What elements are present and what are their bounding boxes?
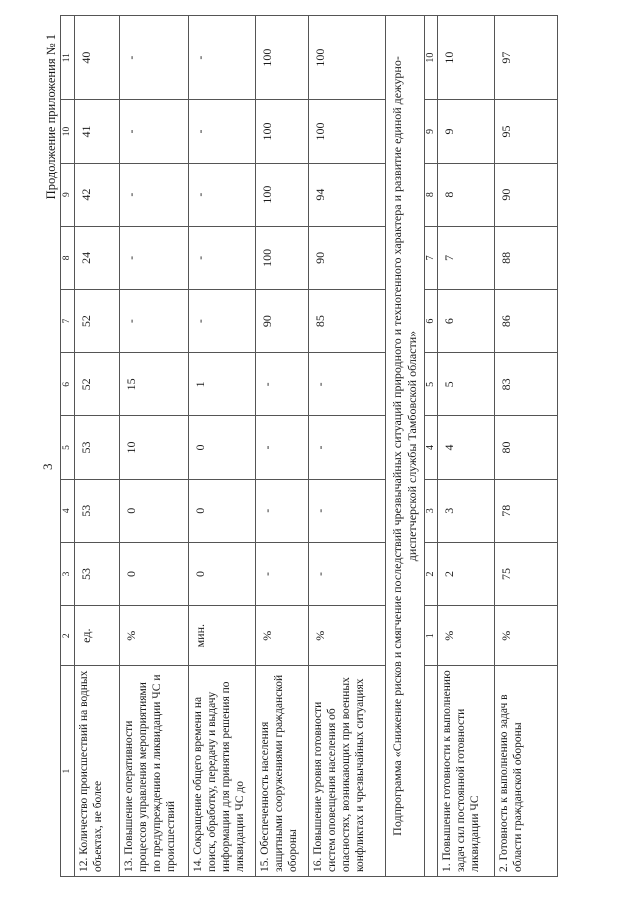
indicator-row (75, 16, 120, 877)
value-cell: 4 (438, 416, 495, 479)
value-cell: 52 (75, 353, 120, 416)
value-cell: 86 (495, 289, 558, 352)
value-cell: 10 (120, 416, 189, 479)
numbering-cell: 3 (425, 479, 438, 542)
value-cell: 0 (120, 542, 189, 605)
indicator-name: 13. Повышение оперативности процессов управления мероприятиями по предупреждению и ликвидации ЧС и происшествий (120, 666, 189, 877)
value-cell: - (256, 479, 309, 542)
indicator-name: 2. Готовность к выполнению задач в области гражданской обороны (495, 666, 558, 877)
value-cell: - (256, 542, 309, 605)
value-cell: - (120, 289, 189, 352)
indicator-row (256, 16, 309, 877)
value-cell: - (309, 542, 386, 605)
value-cell: 3 (438, 479, 495, 542)
value-cell: 41 (75, 100, 120, 163)
value-cell: 0 (189, 479, 256, 542)
value-cell: 90 (309, 226, 386, 289)
value-cell: 53 (75, 542, 120, 605)
column-number: 4 (61, 479, 75, 542)
subprogram-title: Подпрограмма «Снижение рисков и смягчение последствий чрезвычайных ситуаций природного и техногенного характера и развитие единой дежурно-диспетчерской службы Тамбовской области» (386, 16, 425, 877)
value-cell: - (309, 353, 386, 416)
value-cell: 100 (256, 100, 309, 163)
numbering-row (425, 16, 438, 877)
value-cell: 100 (256, 226, 309, 289)
value-cell: 78 (495, 479, 558, 542)
column-number: 10 (61, 100, 75, 163)
indicator-row (438, 16, 495, 877)
value-cell: 52 (75, 289, 120, 352)
value-cell: - (189, 226, 256, 289)
value-cell: 53 (75, 416, 120, 479)
value-cell: 0 (189, 542, 256, 605)
value-cell: 5 (438, 353, 495, 416)
column-number: 1 (61, 666, 75, 877)
unit-cell: % (256, 606, 309, 666)
value-cell: 85 (309, 289, 386, 352)
unit-cell: % (438, 606, 495, 666)
value-cell: 7 (438, 226, 495, 289)
value-cell: - (189, 100, 256, 163)
header-row (61, 16, 75, 877)
numbering-cell: 4 (425, 416, 438, 479)
continuation-label: Продолжение приложения № 1 (44, 34, 58, 200)
value-cell: 95 (495, 100, 558, 163)
value-cell: 2 (438, 542, 495, 605)
value-cell: 100 (256, 16, 309, 100)
numbering-cell: 2 (425, 542, 438, 605)
column-number: 8 (61, 226, 75, 289)
value-cell: - (120, 226, 189, 289)
value-cell: 100 (309, 16, 386, 100)
value-cell: 100 (309, 100, 386, 163)
column-number: 3 (61, 542, 75, 605)
value-cell: 53 (75, 479, 120, 542)
value-cell: - (309, 479, 386, 542)
value-cell: 6 (438, 289, 495, 352)
column-number: 6 (61, 353, 75, 416)
value-cell: 88 (495, 226, 558, 289)
value-cell: 8 (438, 163, 495, 226)
numbering-blank (425, 666, 438, 877)
value-cell: - (120, 100, 189, 163)
value-cell: - (189, 289, 256, 352)
indicator-row (309, 16, 386, 877)
unit-cell: ед. (75, 606, 120, 666)
value-cell: 100 (256, 163, 309, 226)
numbering-cell: 10 (425, 16, 438, 100)
page-number: 3 (40, 463, 55, 470)
indicator-name: 15. Обеспеченность населения защитными сооружениями гражданской обороны (256, 666, 309, 877)
numbering-cell: 7 (425, 226, 438, 289)
value-cell: 94 (309, 163, 386, 226)
value-cell: 24 (75, 226, 120, 289)
subprogram-row (386, 16, 425, 877)
numbering-cell: 9 (425, 100, 438, 163)
indicator-name: 14. Сокращение общего времени на поиск, обработку, передачу и выдачу информации для принятия решения по ликвидации ЧС до (189, 666, 256, 877)
value-cell: - (120, 16, 189, 100)
indicator-row (495, 16, 558, 877)
indicators-table (60, 15, 558, 877)
column-number: 7 (61, 289, 75, 352)
value-cell: 83 (495, 353, 558, 416)
indicator-name: 1. Повышение готовности к выполнению задач сил постоянной готовности ликвидации ЧС (438, 666, 495, 877)
numbering-cell: 6 (425, 289, 438, 352)
indicator-row (120, 16, 189, 877)
column-number: 11 (61, 16, 75, 100)
unit-cell: % (495, 606, 558, 666)
value-cell: 10 (438, 16, 495, 100)
numbering-cell: 1 (425, 606, 438, 666)
value-cell: 1 (189, 353, 256, 416)
value-cell: - (189, 16, 256, 100)
value-cell: 9 (438, 100, 495, 163)
indicator-name: 16. Повышение уровня готовности систем оповещения населения об опасностях, возникающих при военных конфликтах и чрезвычайных ситуациях (309, 666, 386, 877)
value-cell: - (256, 416, 309, 479)
column-number: 5 (61, 416, 75, 479)
column-number: 2 (61, 606, 75, 666)
indicator-row (189, 16, 256, 877)
value-cell: 97 (495, 16, 558, 100)
indicator-name: 12. Количество происшествий на водных объектах, не более (75, 666, 120, 877)
value-cell: - (256, 353, 309, 416)
column-number: 9 (61, 163, 75, 226)
unit-cell: % (309, 606, 386, 666)
value-cell: 42 (75, 163, 120, 226)
value-cell: 80 (495, 416, 558, 479)
value-cell: 90 (495, 163, 558, 226)
value-cell: 75 (495, 542, 558, 605)
value-cell: - (189, 163, 256, 226)
value-cell: 0 (189, 416, 256, 479)
unit-cell: мин. (189, 606, 256, 666)
value-cell: 0 (120, 479, 189, 542)
value-cell: 90 (256, 289, 309, 352)
value-cell: 40 (75, 16, 120, 100)
value-cell: 15 (120, 353, 189, 416)
unit-cell: % (120, 606, 189, 666)
numbering-cell: 5 (425, 353, 438, 416)
value-cell: - (120, 163, 189, 226)
numbering-cell: 8 (425, 163, 438, 226)
value-cell: - (309, 416, 386, 479)
